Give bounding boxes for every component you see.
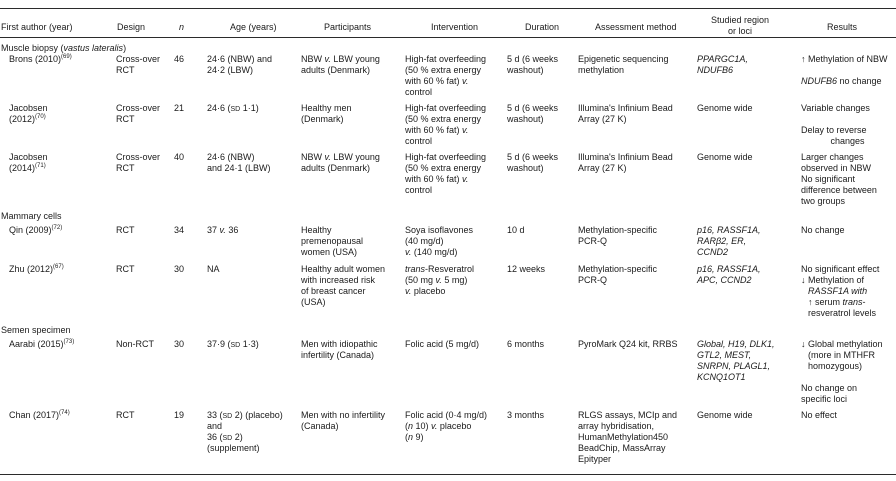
row-n: 19 — [174, 410, 185, 420]
row-region: Genome wide — [697, 152, 753, 162]
row-region: p16, RASSF1A, — [697, 264, 761, 274]
row-results: No effect — [801, 410, 837, 420]
row-results: ↓ Global methylation — [801, 339, 883, 349]
row-intervention: Folic acid (5 mg/d) — [405, 339, 480, 349]
row-age: 37 v. 36 — [207, 225, 239, 235]
bottom-rule — [0, 474, 896, 475]
row-duration: 3 months — [507, 410, 545, 420]
row-results: ↓ Methylation of — [801, 275, 865, 285]
row-duration: washout) — [507, 65, 544, 75]
row-results: Variable changes — [801, 103, 870, 113]
row-design: RCT — [116, 410, 135, 420]
row-assessment: PCR-Q — [578, 275, 607, 285]
row-intervention: v. placebo — [405, 286, 446, 296]
row-region: RARβ2, ER, — [697, 236, 747, 246]
row-assessment: Illumina's Infinium Bead — [578, 103, 673, 113]
row-assessment: Array (27 K) — [578, 163, 627, 173]
row-participants: NBW v. LBW young — [301, 152, 380, 162]
row-duration: 5 d (6 weeks — [507, 54, 559, 64]
row-design: RCT — [116, 163, 135, 173]
row-region: Global, H19, DLK1, — [697, 339, 775, 349]
header-age: Age (years) — [230, 22, 277, 32]
row-author: Chan $(2017)^{(74)}$ — [9, 410, 70, 420]
row-assessment: PyroMark Q24 kit, RRBS — [578, 339, 678, 349]
row-results: No significant — [801, 174, 856, 184]
row-assessment: Illumina's Infinium Bead — [578, 152, 673, 162]
row-region: Genome wide — [697, 410, 753, 420]
row-intervention: (50 mg v. 5 mg) — [405, 275, 468, 285]
row-region: SNRPN, PLAGL1, — [697, 361, 771, 371]
row-participants: Healthy — [301, 225, 332, 235]
row-author: Jacobsen — [9, 103, 48, 113]
header-participants: Participants — [324, 22, 372, 32]
row-region: p16, RASSF1A, — [697, 225, 761, 235]
row-region: CCND2 — [697, 247, 729, 257]
row-age: NA — [207, 264, 220, 274]
row-author: Zhu $(2012)^{(67)}$ — [9, 264, 64, 274]
row-results: Delay to reverse — [801, 125, 867, 135]
row-author: Aarabi $(2015)^{(73)}$ — [9, 339, 75, 349]
row-intervention: control — [405, 185, 433, 195]
row-assessment: Methylation-specific — [578, 225, 658, 235]
row-intervention: (50 % extra energy — [405, 163, 482, 173]
row-results: ↑ Methylation of NBW — [801, 54, 888, 64]
row-results: No significant effect — [801, 264, 880, 274]
row-author: Qin $(2009)^{(72)}$ — [9, 225, 63, 235]
header-design: Design — [117, 22, 146, 32]
row-results: resveratrol levels — [808, 308, 877, 318]
row-intervention: High-fat overfeeding — [405, 152, 487, 162]
row-region: KCNQ1OT1 — [697, 372, 746, 382]
row-assessment: Methylation-specific — [578, 264, 658, 274]
row-intervention: (40 mg/d) — [405, 236, 444, 246]
row-participants: adults (Denmark) — [301, 163, 371, 173]
row-region: PPARGC1A, — [697, 54, 748, 64]
row-participants: infertility (Canada) — [301, 350, 375, 360]
row-age: and — [207, 421, 223, 431]
row-participants: Healthy men — [301, 103, 352, 113]
header-assessment: Assessment method — [595, 22, 677, 32]
row-region: GTL2, MEST, — [697, 350, 752, 360]
row-design: RCT — [116, 65, 135, 75]
header-intervention: Intervention — [431, 22, 479, 32]
header-region-line1: Studied region — [710, 15, 770, 25]
header-region-line2: or loci — [727, 26, 752, 36]
row-design: RCT — [116, 225, 135, 235]
row-region: NDUFB6 — [697, 65, 734, 75]
top-rule — [0, 8, 896, 9]
row-results: Larger changes — [801, 152, 864, 162]
row-duration: washout) — [507, 163, 544, 173]
row-intervention: High-fat overfeeding — [405, 54, 487, 64]
row-duration: 5 d (6 weeks — [507, 103, 559, 113]
row-assessment: array hybridisation, — [578, 421, 655, 431]
section-semen-specimen: Semen specimen — [1, 325, 71, 335]
row-participants: (Canada) — [301, 421, 339, 431]
row-assessment: BeadChip, MassArray — [578, 443, 666, 453]
row-results: No change — [801, 225, 845, 235]
row-region: APC, CCND2 — [697, 275, 752, 285]
row-assessment: RLGS assays, MCIp and — [578, 410, 678, 420]
row-intervention: control — [405, 87, 433, 97]
row-design: Cross-over — [116, 103, 161, 113]
row-participants: (USA) — [301, 297, 326, 307]
row-n: 30 — [174, 339, 185, 349]
row-design: Cross-over — [116, 54, 161, 64]
section-mammary-cells: Mammary cells — [1, 211, 62, 221]
row-results: ↑ serum trans- — [808, 297, 866, 307]
row-participants: premenopausal — [301, 236, 364, 246]
row-age: 24·2 (LBW) — [207, 65, 254, 75]
header-author: First author (year) — [1, 22, 73, 32]
row-participants: women (USA) — [301, 247, 358, 257]
row-intervention: with 60 % fat) v. — [405, 125, 469, 135]
row-intervention: High-fat overfeeding — [405, 103, 487, 113]
row-intervention: (n 9) — [405, 432, 424, 442]
row-region: Genome wide — [697, 103, 753, 113]
row-n: 30 — [174, 264, 185, 274]
row-participants: Men with no infertility — [301, 410, 386, 420]
row-n: 34 — [174, 225, 185, 235]
header-rule — [0, 37, 896, 38]
header-n: n — [179, 22, 185, 32]
row-intervention: (50 % extra energy — [405, 65, 482, 75]
row-intervention: (50 % extra energy — [405, 114, 482, 124]
row-intervention: with 60 % fat) v. — [405, 174, 469, 184]
row-duration: 5 d (6 weeks — [507, 152, 559, 162]
row-duration: 6 months — [507, 339, 545, 349]
row-participants: (Denmark) — [301, 114, 344, 124]
row-results: changes — [830, 136, 865, 146]
row-duration: washout) — [507, 114, 544, 124]
section-muscle-biopsy: Muscle biopsy (vastus lateralis) — [1, 43, 127, 53]
row-author: Jacobsen — [9, 152, 48, 162]
row-duration: 12 weeks — [507, 264, 546, 274]
row-age: 24·6 (NBW) and — [207, 54, 273, 64]
row-results: (more in MTHFR — [808, 350, 875, 360]
row-intervention: trans-Resveratrol — [405, 264, 475, 274]
row-intervention: v. (140 mg/d) — [405, 247, 458, 257]
header-duration: Duration — [525, 22, 560, 32]
row-design: Cross-over — [116, 152, 161, 162]
row-participants: Healthy adult women — [301, 264, 386, 274]
row-duration: 10 d — [507, 225, 525, 235]
row-assessment: PCR-Q — [578, 236, 607, 246]
row-design: Non-RCT — [116, 339, 155, 349]
row-results: NDUFB6 no change — [801, 76, 882, 86]
row-assessment: Epigenetic sequencing — [578, 54, 669, 64]
row-results: observed in NBW — [801, 163, 872, 173]
row-intervention: with 60 % fat) v. — [405, 76, 469, 86]
row-n: 40 — [174, 152, 185, 162]
row-n: 21 — [174, 103, 185, 113]
row-assessment: HumanMethylation450 — [578, 432, 669, 442]
row-age: 33 (SD 2) (placebo) — [207, 410, 283, 420]
header-results: Results — [827, 22, 858, 32]
row-age: 36 (SD 2) — [207, 432, 243, 442]
row-age: and 24·1 (LBW) — [207, 163, 271, 173]
row-age: 24·6 (SD 1·1) — [207, 103, 259, 113]
row-participants: of breast cancer — [301, 286, 366, 296]
row-author: $(2014)^{(71)}$ — [9, 163, 46, 173]
row-results: difference between — [801, 185, 877, 195]
row-results: RASSF1A with — [808, 286, 868, 296]
row-results: No change on — [801, 383, 858, 393]
row-participants: adults (Denmark) — [301, 65, 371, 75]
row-age: 24·6 (NBW) — [207, 152, 255, 162]
row-results: specific loci — [801, 394, 848, 404]
row-age: (supplement) — [207, 443, 260, 453]
row-intervention: Folic acid (0·4 mg/d) — [405, 410, 488, 420]
row-intervention: Soya isoflavones — [405, 225, 474, 235]
row-intervention: (n 10) v. placebo — [405, 421, 472, 431]
row-results: homozygous) — [808, 361, 863, 371]
row-design: RCT — [116, 264, 135, 274]
row-results: two groups — [801, 196, 846, 206]
row-assessment: Epityper — [578, 454, 612, 464]
row-assessment: Array (27 K) — [578, 114, 627, 124]
row-participants: Men with idiopathic — [301, 339, 378, 349]
row-age: 37·9 (SD 1·3) — [207, 339, 259, 349]
row-participants: with increased risk — [301, 275, 376, 285]
row-author: Brons $(2010)^{(69)}$ — [9, 54, 72, 64]
row-intervention: control — [405, 136, 433, 146]
row-design: RCT — [116, 114, 135, 124]
row-author: $(2012)^{(70)}$ — [9, 114, 46, 124]
row-participants: NBW v. LBW young — [301, 54, 380, 64]
row-assessment: methylation — [578, 65, 625, 75]
row-n: 46 — [174, 54, 185, 64]
